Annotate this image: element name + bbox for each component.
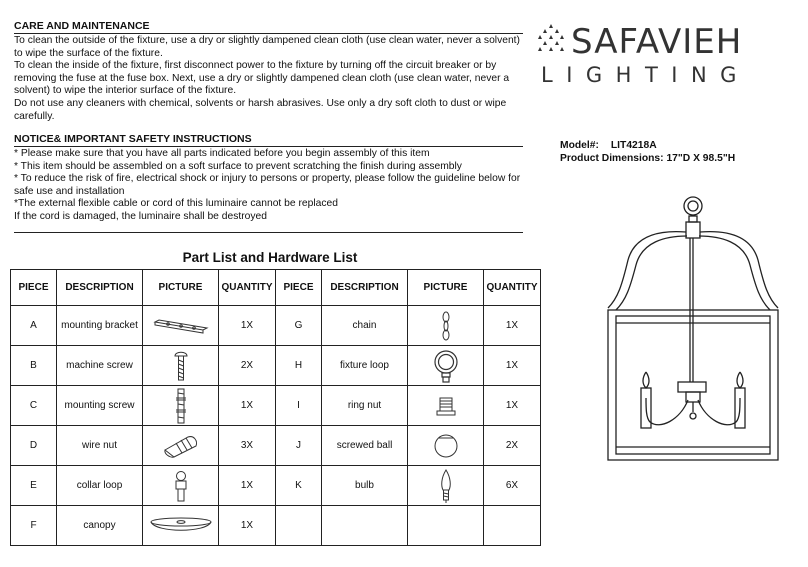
piece-cell: E [11,466,57,506]
care-line: To clean the outside of the fixture, use a dry or slightly dampened clean cloth (use clean water, never a solvent) to wipe the surface of the fixture. [14,35,520,59]
picture-cell [143,506,219,546]
description-cell [322,506,408,546]
table-row [11,306,541,346]
picture-cell [143,346,219,386]
header-quantity: QUANTITY [219,270,276,306]
table-row [11,466,541,506]
picture-cell [143,306,219,346]
description-cell: mounting screw [57,386,143,426]
picture-cell [143,386,219,426]
piece-cell: G [276,306,322,346]
header-description: DESCRIPTION [57,270,143,306]
piece-cell: I [276,386,322,426]
description-cell: canopy [57,506,143,546]
loop-icon [431,349,461,383]
care-line: Do not use any cleaners with chemical, solvents or harsh abrasives. Use only a dry soft cloth to dust or wipe carefully. [14,97,507,122]
piece-cell: F [11,506,57,546]
quantity-cell: 1X [484,346,541,386]
threaded-rod-icon [173,388,189,424]
picture-cell [143,426,219,466]
ball-icon [433,433,459,459]
quantity-cell: 1X [219,506,276,546]
header-description: DESCRIPTION [322,270,408,306]
picture-cell [408,346,484,386]
notice-title: NOTICE& IMPORTANT SAFETY INSTRUCTIONS [14,133,252,145]
header-picture: PICTURE [408,270,484,306]
chain-icon [438,311,454,341]
picture-cell [408,426,484,466]
quantity-cell: 3X [219,426,276,466]
header-quantity: QUANTITY [484,270,541,306]
parts-header-row [11,270,541,306]
piece-cell: K [276,466,322,506]
dimensions-value: 17"D X 98.5"H [666,153,736,164]
description-cell: ring nut [322,386,408,426]
table-row [11,386,541,426]
brand-name: SAFAVIEH [571,22,743,62]
notice-text [14,148,526,224]
piece-cell: D [11,426,57,466]
notice-divider [14,146,523,147]
header-piece: PIECE [11,270,57,306]
picture-cell [408,506,484,546]
notice-line: * This item should be assembled on a soft surface to prevent scratching the finish during assembly [14,160,462,172]
picture-cell [408,386,484,426]
description-cell: chain [322,306,408,346]
description-cell: collar loop [57,466,143,506]
piece-cell: H [276,346,322,386]
quantity-cell: 1X [484,306,541,346]
piece-cell: A [11,306,57,346]
header-picture: PICTURE [143,270,219,306]
bulb-icon [438,468,454,504]
quantity-cell: 6X [484,466,541,506]
description-cell: mounting bracket [57,306,143,346]
care-text [14,35,526,123]
care-line: To clean the inside of the fixture, first disconnect power to the fixture by turning off the circuit breaker or by removing the fuse at the fuse box. Next, use a dry or slightly dampened clean cloth (use clean water, never a solvent) to wipe the interior surface of the fixture. [14,60,510,97]
picture-cell [408,466,484,506]
parts-table [10,269,541,546]
care-divider [14,33,523,34]
lantern-fixture-illustration [590,190,795,480]
model-label: Model#: [560,140,599,151]
brand-logo [536,18,776,88]
dimensions-label: Product Dimensions: [560,153,664,164]
description-cell: screwed ball [322,426,408,466]
notice-bottom-divider [14,232,523,233]
table-row [11,346,541,386]
notice-line: * To reduce the risk of fire, electrical shock or injury to persons or property, please follow the guideline below for safe use and installation [14,173,521,197]
table-row [11,506,541,546]
wire-nut-icon [162,433,200,459]
description-cell: machine screw [57,346,143,386]
picture-cell [408,306,484,346]
quantity-cell: 1X [219,466,276,506]
notice-line: * Please make sure that you have all parts indicated before you begin assembly of this item [14,148,430,159]
bracket-icon [153,316,209,336]
quantity-cell: 1X [219,386,276,426]
collar-loop-icon [172,470,190,502]
care-title: CARE AND MAINTENANCE [14,20,150,32]
ring-nut-icon [434,395,458,417]
screw-icon [173,350,189,382]
chandelier-logo-icon [536,22,566,56]
quantity-cell [484,506,541,546]
piece-cell: C [11,386,57,426]
piece-cell: B [11,346,57,386]
quantity-cell: 2X [219,346,276,386]
brand-subtitle: LIGHTING [541,63,750,87]
description-cell: fixture loop [322,346,408,386]
quantity-cell: 2X [484,426,541,466]
product-info [560,139,735,165]
canopy-icon [148,515,214,537]
notice-line: If the cord is damaged, the luminaire shall be destroyed [14,210,267,222]
notice-line: *The external flexible cable or cord of this luminaire cannot be replaced [14,198,338,210]
description-cell: wire nut [57,426,143,466]
model-value: LIT4218A [610,140,657,151]
table-row [11,426,541,466]
piece-cell [276,506,322,546]
quantity-cell: 1X [484,386,541,426]
header-piece: PIECE [276,270,322,306]
description-cell: bulb [322,466,408,506]
piece-cell: J [276,426,322,466]
picture-cell [143,466,219,506]
parts-table-title: Part List and Hardware List [182,250,358,265]
quantity-cell: 1X [219,306,276,346]
